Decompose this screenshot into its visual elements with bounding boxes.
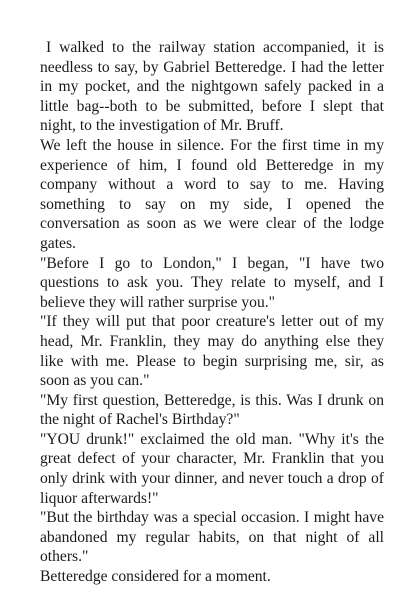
paragraph-first-question: "My first question, Betteredge, is this. Was I drunk on the night of Rachel's Birthday?" — [40, 391, 384, 429]
paragraph-station-walk: I walked to the railway station accompanied, it is needless to say, by Gabriel Betteredge. I had the letter in my pocket, and the nightgown safely packed in a little bag--both to be submitted, before I slept that night, to the investigation of Mr. Bruff. — [40, 39, 384, 135]
paragraph-considered: Betteredge considered for a moment. — [40, 568, 271, 586]
book-page — [40, 38, 384, 587]
paragraph-you-drunk: "YOU drunk!" exclaimed the old man. "Why it's the great defect of your character, Mr. Franklin that you only drink with your dinner, and never touch a drop of liquor afterwards!" — [40, 430, 384, 507]
paragraph-left-house: We left the house in silence. For the first time in my experience of him, I found old Betteredge in my company without a word to say to me. Having something to say on my side, I opened the conversation as soon as we were clear of the lodge gates. — [40, 136, 384, 252]
paragraph-betteredge-reply: "If they will put that poor creature's letter out of my head, Mr. Franklin, they may do anything else they like with me. Please to begin surprising me, sir, as soon as you can." — [40, 313, 384, 390]
paragraph-two-questions: "Before I go to London," I began, "I have two questions to ask you. They relate to myself, and I believe they will rather surprise you." — [40, 254, 384, 311]
paragraph-special-occasion: "But the birthday was a special occasion. I might have abandoned my regular habits, on that night of all others." — [40, 509, 384, 566]
